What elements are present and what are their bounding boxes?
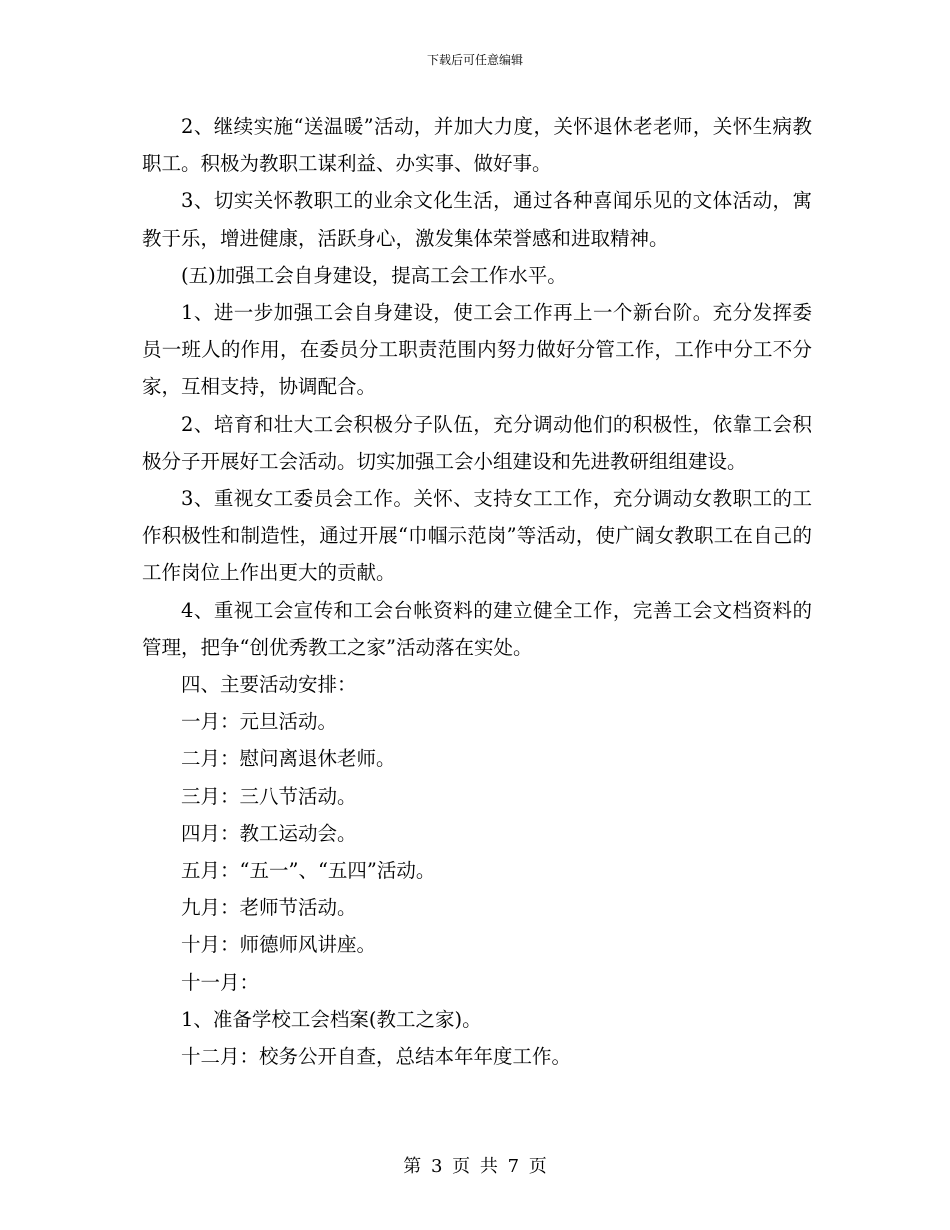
schedule-item: 四月：教工运动会。: [181, 821, 357, 845]
section-heading: (五)加强工会自身建设，提高工会工作水平。: [181, 263, 567, 287]
paragraph: 2、培育和壮大工会积极分子队伍，充分调动他们的积极性，依靠工会积极分子开展好工会活动。切实加强工会小组建设和先进教研组组建设。: [142, 412, 812, 473]
schedule-item: 九月：老师节活动。: [181, 896, 357, 920]
schedule-item: 五月：“五一”、“五四”活动。: [181, 859, 436, 883]
schedule-item: 三月：三八节活动。: [181, 784, 357, 808]
paragraph: 3、重视女工委员会工作。关怀、支持女工工作，充分调动女教职工的工作积极性和制造性，通过开展“巾帼示范岗”等活动，使广阔女教职工在自己的工作岗位上作出更大的贡献。: [142, 487, 812, 585]
paragraph: 3、切实关怀教职工的业余文化生活，通过各种喜闻乐见的文体活动，寓教于乐，增进健康，活跃身心，激发集体荣誉感和进取精神。: [142, 189, 812, 250]
paragraph: 4、重视工会宣传和工会台帐资料的建立健全工作，完善工会文档资料的管理，把争“创优秀教工之家”活动落在实处。: [142, 598, 812, 659]
paragraph: 1、进一步加强工会自身建设，使工会工作再上一个新台阶。充分发挥委员一班人的作用，在委员分工职责范围内努力做好分管工作，工作中分工不分家，互相支持，协调配合。: [142, 301, 812, 399]
schedule-heading: 四、主要活动安排：: [181, 673, 357, 697]
schedule-item: 十二月：校务公开自查，总结本年年度工作。: [181, 1045, 572, 1069]
schedule-item: 一月：元旦活动。: [181, 710, 338, 734]
schedule-item: 十一月：: [181, 970, 260, 994]
schedule-item: 十月：师德师风讲座。: [181, 933, 377, 957]
schedule-item: 1、准备学校工会档案(教工之家)。: [181, 1007, 482, 1031]
paragraph: 2、继续实施“送温暖”活动，并加大力度，关怀退休老老师，关怀生病教职工。积极为教职工谋利益、办实事、做好事。: [142, 115, 812, 176]
page-header-note: 下载后可任意编辑: [426, 53, 523, 67]
page-number: 第 3 页 共 7 页: [403, 1156, 547, 1177]
schedule-item: 二月：慰问离退休老师。: [181, 747, 396, 771]
document-body: [142, 108, 812, 1075]
